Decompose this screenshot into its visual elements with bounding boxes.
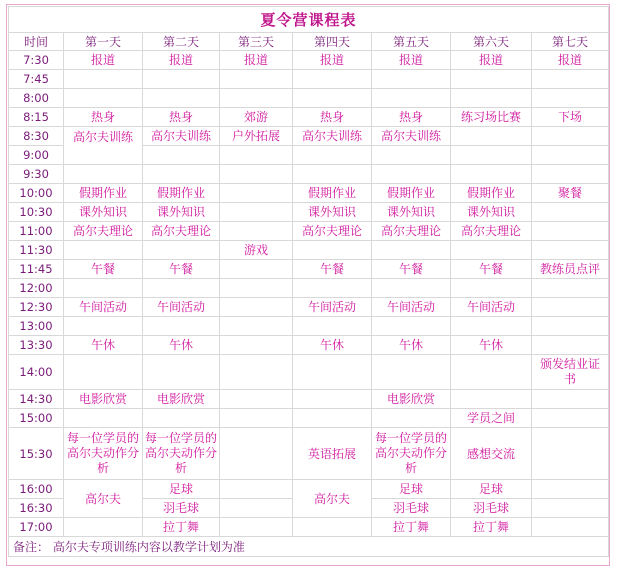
schedule-cell: 高尔夫理论: [143, 222, 220, 241]
time-cell: 16:00: [9, 480, 64, 499]
schedule-cell: [143, 70, 220, 89]
schedule-cell: [220, 89, 293, 108]
schedule-cell: 午间活动: [143, 298, 220, 317]
schedule-cell: 羽毛球: [143, 499, 220, 518]
schedule-cell: [532, 336, 609, 355]
schedule-cell: [220, 390, 293, 409]
schedule-cell: [532, 89, 609, 108]
schedule-cell: 高尔夫训练: [143, 127, 220, 146]
schedule-cell: 午休: [293, 336, 372, 355]
schedule-cell: [532, 428, 609, 480]
schedule-cell: 假期作业: [143, 184, 220, 203]
schedule-cell: 午餐: [293, 260, 372, 279]
schedule-cell: 报道: [293, 51, 372, 70]
schedule-cell: [143, 89, 220, 108]
schedule-cell: 课外知识: [372, 203, 451, 222]
schedule-cell: 报道: [451, 51, 532, 70]
schedule-cell: 英语拓展: [293, 428, 372, 480]
time-cell: 13:30: [9, 336, 64, 355]
schedule-cell: [451, 355, 532, 390]
schedule-cell: 高尔夫理论: [64, 222, 143, 241]
time-cell: 17:00: [9, 518, 64, 537]
schedule-cell: 高尔夫训练: [293, 127, 372, 146]
schedule-cell: [220, 203, 293, 222]
schedule-cell: 假期作业: [451, 184, 532, 203]
schedule-cell: [532, 222, 609, 241]
schedule-cell: [143, 146, 220, 165]
time-cell: 9:00: [9, 146, 64, 165]
schedule-cell: 户外拓展: [220, 127, 293, 146]
schedule-cell: 报道: [143, 51, 220, 70]
schedule-table: [8, 6, 609, 557]
schedule-cell: 午休: [372, 336, 451, 355]
schedule-cell: [64, 89, 143, 108]
schedule-cell: [372, 241, 451, 260]
schedule-cell: 足球: [451, 480, 532, 499]
time-cell: 10:30: [9, 203, 64, 222]
schedule-cell: [293, 390, 372, 409]
schedule-cell: [451, 390, 532, 409]
schedule-cell: 课外知识: [64, 203, 143, 222]
schedule-cell: 游戏: [220, 241, 293, 260]
schedule-cell: [451, 146, 532, 165]
schedule-cell: [532, 518, 609, 537]
time-cell: 15:00: [9, 409, 64, 428]
schedule-cell: 午间活动: [64, 298, 143, 317]
schedule-cell: 报道: [372, 51, 451, 70]
schedule-cell: [532, 409, 609, 428]
schedule-cell: [220, 317, 293, 336]
schedule-cell: [64, 241, 143, 260]
schedule-cell: 午间活动: [293, 298, 372, 317]
schedule-cell: 电影欣赏: [143, 390, 220, 409]
schedule-cell: 下场: [532, 108, 609, 127]
schedule-cell: 练习场比赛: [451, 108, 532, 127]
schedule-cell: 聚餐: [532, 184, 609, 203]
footer-note: 备注： 高尔夫专项训练内容以教学计划为准: [9, 537, 609, 557]
schedule-cell: 高尔夫理论: [293, 222, 372, 241]
schedule-cell: [220, 499, 293, 518]
schedule-cell: 足球: [143, 480, 220, 499]
schedule-cell: [293, 89, 372, 108]
time-cell: 15:30: [9, 428, 64, 480]
schedule-cell: [372, 146, 451, 165]
schedule-cell: [532, 499, 609, 518]
time-cell: 12:30: [9, 298, 64, 317]
schedule-cell: [532, 241, 609, 260]
schedule-cell: 拉丁舞: [372, 518, 451, 537]
header-day-6: 第六天: [451, 33, 532, 51]
schedule-cell: 每一位学员的高尔夫动作分析: [143, 428, 220, 480]
schedule-cell: 拉丁舞: [143, 518, 220, 537]
schedule-cell: 午餐: [64, 260, 143, 279]
schedule-cell: 假期作业: [293, 184, 372, 203]
schedule-cell: 教练员点评: [532, 260, 609, 279]
schedule-cell: [220, 409, 293, 428]
schedule-cell: 课外知识: [451, 203, 532, 222]
schedule-cell: 电影欣赏: [372, 390, 451, 409]
schedule-cell: [220, 279, 293, 298]
schedule-cell: 午间活动: [372, 298, 451, 317]
schedule-cell: [532, 298, 609, 317]
schedule-cell: [451, 241, 532, 260]
schedule-cell: 高尔夫训练: [64, 127, 143, 165]
schedule-cell: [293, 409, 372, 428]
schedule-cell: [64, 279, 143, 298]
schedule-cell: [64, 409, 143, 428]
schedule-cell: [293, 317, 372, 336]
schedule-cell: 午休: [64, 336, 143, 355]
schedule-cell: [220, 70, 293, 89]
time-cell: 7:30: [9, 51, 64, 70]
time-cell: 9:30: [9, 165, 64, 184]
schedule-cell: [220, 480, 293, 499]
schedule-cell: 热身: [372, 108, 451, 127]
schedule-cell: 电影欣赏: [64, 390, 143, 409]
time-cell: 8:15: [9, 108, 64, 127]
schedule-cell: [293, 165, 372, 184]
schedule-cell: 足球: [372, 480, 451, 499]
header-day-4: 第四天: [293, 33, 372, 51]
schedule-cell: 高尔夫理论: [451, 222, 532, 241]
schedule-cell: 拉丁舞: [451, 518, 532, 537]
schedule-cell: 假期作业: [64, 184, 143, 203]
schedule-cell: [372, 89, 451, 108]
schedule-cell: 羽毛球: [451, 499, 532, 518]
schedule-cell: [532, 70, 609, 89]
schedule-cell: [532, 203, 609, 222]
schedule-cell: 报道: [532, 51, 609, 70]
schedule-cell: 每一位学员的高尔夫动作分析: [372, 428, 451, 480]
schedule-cell: 课外知识: [293, 203, 372, 222]
time-cell: 11:00: [9, 222, 64, 241]
time-cell: 13:00: [9, 317, 64, 336]
schedule-cell: [64, 317, 143, 336]
schedule-cell: [143, 409, 220, 428]
schedule-cell: [372, 355, 451, 390]
schedule-cell: [451, 89, 532, 108]
schedule-cell: [64, 518, 143, 537]
schedule-cell: 午餐: [451, 260, 532, 279]
schedule-cell: [220, 260, 293, 279]
header-day-3: 第三天: [220, 33, 293, 51]
schedule-cell: [64, 165, 143, 184]
time-cell: 12:00: [9, 279, 64, 298]
schedule-cell: 高尔夫训练: [372, 127, 451, 146]
time-cell: 16:30: [9, 499, 64, 518]
header-day-7: 第七天: [532, 33, 609, 51]
schedule-cell: 热身: [293, 108, 372, 127]
schedule-cell: [451, 127, 532, 146]
time-cell: 8:30: [9, 127, 64, 146]
schedule-cell: [532, 127, 609, 146]
header-time: 时间: [9, 33, 64, 51]
schedule-cell: [143, 165, 220, 184]
schedule-cell: 高尔夫: [64, 480, 143, 518]
schedule-cell: 课外知识: [143, 203, 220, 222]
schedule-cell: [532, 317, 609, 336]
schedule-cell: [293, 70, 372, 89]
schedule-cell: 学员之间: [451, 409, 532, 428]
schedule-cell: [372, 279, 451, 298]
schedule-cell: [143, 317, 220, 336]
schedule-cell: 郊游: [220, 108, 293, 127]
schedule-cell: [451, 317, 532, 336]
schedule-cell: 高尔夫理论: [372, 222, 451, 241]
schedule-cell: 羽毛球: [372, 499, 451, 518]
time-cell: 14:00: [9, 355, 64, 390]
schedule-cell: [220, 165, 293, 184]
schedule-cell: [220, 428, 293, 480]
schedule-cell: 热身: [143, 108, 220, 127]
schedule-cell: 午餐: [372, 260, 451, 279]
schedule-cell: [220, 518, 293, 537]
schedule-cell: [372, 317, 451, 336]
schedule-cell: [532, 279, 609, 298]
schedule-cell: [451, 165, 532, 184]
schedule-cell: [293, 518, 372, 537]
schedule-cell: [451, 70, 532, 89]
schedule-cell: 午餐: [143, 260, 220, 279]
header-day-1: 第一天: [64, 33, 143, 51]
schedule-cell: 感想交流: [451, 428, 532, 480]
schedule-cell: [64, 355, 143, 390]
schedule-cell: [451, 279, 532, 298]
time-cell: 8:00: [9, 89, 64, 108]
schedule-cell: [220, 298, 293, 317]
schedule-title: 夏令营课程表: [9, 7, 609, 33]
header-day-2: 第二天: [143, 33, 220, 51]
schedule-cell: [143, 241, 220, 260]
schedule-cell: 午间活动: [451, 298, 532, 317]
schedule-cell: [372, 409, 451, 428]
schedule-cell: 午休: [451, 336, 532, 355]
schedule-cell: 每一位学员的高尔夫动作分析: [64, 428, 143, 480]
time-cell: 11:30: [9, 241, 64, 260]
schedule-cell: 假期作业: [372, 184, 451, 203]
schedule-cell: [293, 279, 372, 298]
schedule-cell: [143, 355, 220, 390]
time-cell: 7:45: [9, 70, 64, 89]
schedule-cell: [220, 184, 293, 203]
schedule-cell: [532, 480, 609, 499]
schedule-cell: [64, 70, 143, 89]
schedule-cell: [532, 390, 609, 409]
schedule-cell: [532, 165, 609, 184]
schedule-cell: 报道: [64, 51, 143, 70]
schedule-cell: [293, 146, 372, 165]
schedule-cell: [220, 222, 293, 241]
schedule-cell: 高尔夫: [293, 480, 372, 518]
time-cell: 10:00: [9, 184, 64, 203]
schedule-cell: [372, 70, 451, 89]
schedule-cell: [372, 165, 451, 184]
schedule-cell: [293, 241, 372, 260]
schedule-cell: [293, 355, 372, 390]
schedule-cell: [220, 355, 293, 390]
schedule-cell: 颁发结业证书: [532, 355, 609, 390]
schedule-cell: [220, 146, 293, 165]
time-cell: 14:30: [9, 390, 64, 409]
schedule-cell: 报道: [220, 51, 293, 70]
schedule-cell: [143, 279, 220, 298]
time-cell: 11:45: [9, 260, 64, 279]
header-day-5: 第五天: [372, 33, 451, 51]
schedule-cell: [532, 146, 609, 165]
schedule-cell: 午休: [143, 336, 220, 355]
schedule-cell: 热身: [64, 108, 143, 127]
schedule-cell: [220, 336, 293, 355]
